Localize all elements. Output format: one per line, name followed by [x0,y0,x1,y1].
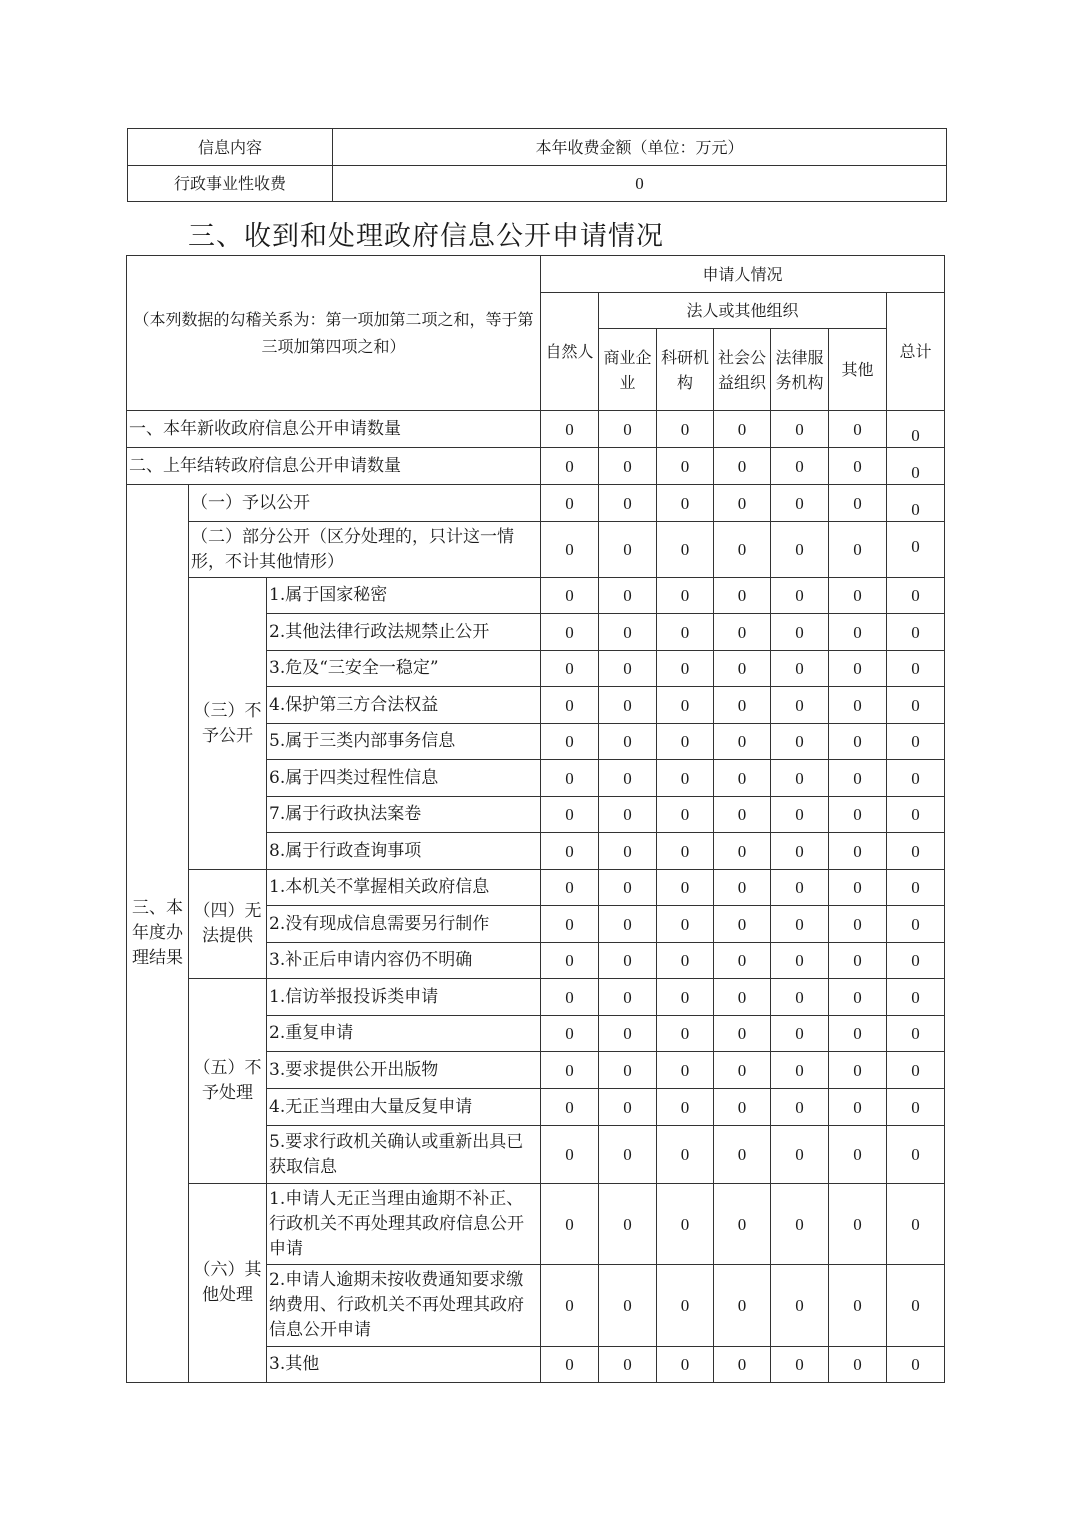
value-cell: 0 [656,1088,714,1126]
value-cell: 0 [540,796,599,833]
value-cell: 0 [540,759,599,797]
value-cell: 0 [540,521,599,578]
value-cell: 0 [770,869,829,906]
value-cell: 0 [713,650,771,687]
value-cell: 0 [656,978,714,1016]
value-cell: 0 [598,796,657,833]
item-label: 2.申请人逾期未按收费通知要求缴纳费用、行政机关不再处理其政府信息公开申请 [266,1264,541,1347]
item-label: 5.属于三类内部事务信息 [266,723,541,760]
value-cell: 0 [598,1051,657,1089]
value-cell: 0 [656,723,714,760]
result-group-label: 三、本年度办理结果 [126,484,189,1383]
value-cell: 0 [713,1346,771,1383]
value-cell: 0 [656,1346,714,1383]
value-cell: 0 [770,484,829,522]
value-cell: 0 [540,447,599,485]
col-other: 其他 [828,328,887,411]
value-cell: 0 [770,1015,829,1052]
row-label: 一、本年新收政府信息公开申请数量 [126,410,541,448]
value-cell: 0 [886,1015,945,1052]
col-natural-person: 自然人 [540,292,599,411]
value-cell: 0 [770,521,829,578]
value-cell: 0 [713,1051,771,1089]
value-cell: 0 [713,832,771,870]
item-label: 7.属于行政执法案卷 [266,796,541,833]
value-cell: 0 [713,521,771,578]
value-cell: 0 [828,832,887,870]
value-cell: 0 [598,1088,657,1126]
row-label: 二、上年结转政府信息公开申请数量 [126,447,541,485]
value-cell: 0 [656,613,714,651]
value-cell: 0 [713,869,771,906]
value-cell: 0 [770,650,829,687]
value-cell: 0 [828,759,887,797]
value-cell: 0 [713,1015,771,1052]
value-cell: 0 [770,410,829,448]
item-label: 6.属于四类过程性信息 [266,759,541,797]
value-cell: 0 [713,1088,771,1126]
value-cell: 0 [886,1125,945,1184]
value-cell: 0 [886,905,945,943]
value-cell: 0 [540,410,599,448]
value-cell: 0 [598,686,657,724]
value-cell: 0 [713,1125,771,1184]
value-cell: 0 [828,905,887,943]
value-cell: 0 [656,869,714,906]
col-public-welfare: 社会公益组织 [713,328,771,411]
value-cell: 0 [713,1183,771,1265]
value-cell: 0 [886,723,945,760]
value-cell: 0 [598,650,657,687]
value-cell: 0 [540,613,599,651]
value-cell: 0 [598,723,657,760]
value-cell: 0 [540,869,599,906]
fee-row-value: 0 [332,165,947,202]
value-cell: 0 [656,1183,714,1265]
value-cell: 0 [770,796,829,833]
value-cell: 0 [598,832,657,870]
value-cell: 0 [770,905,829,943]
value-cell: 0 [540,905,599,943]
value-cell: 0 [770,1051,829,1089]
value-cell: 0 [656,1015,714,1052]
row-label: （一）予以公开 [188,484,541,522]
value-cell: 0 [598,759,657,797]
value-cell: 0 [540,1051,599,1089]
value-cell: 0 [540,1088,599,1126]
value-cell: 0 [828,650,887,687]
value-cell: 0 [770,759,829,797]
value-cell: 0 [886,650,945,687]
subgroup-label: （四）无法提供 [188,869,267,979]
value-cell: 0 [828,577,887,614]
value-cell: 0 [828,1183,887,1265]
value-cell: 0 [598,484,657,522]
subgroup-label: （五）不予处理 [188,978,267,1184]
item-label: 2.没有现成信息需要另行制作 [266,905,541,943]
value-cell: 0 [540,723,599,760]
value-cell: 0 [656,447,714,485]
value-cell: 0 [828,686,887,724]
value-cell: 0 [828,796,887,833]
value-cell: 0 [770,447,829,485]
value-cell: 0 [713,686,771,724]
value-cell: 0 [598,613,657,651]
item-label: 2.重复申请 [266,1015,541,1052]
value-cell: 0 [598,1015,657,1052]
fee-header-amount: 本年收费金额（单位：万元） [332,128,947,166]
value-cell: 0 [770,942,829,979]
value-cell: 0 [886,1346,945,1383]
value-cell: 0 [598,1346,657,1383]
value-cell: 0 [886,978,945,1016]
value-cell: 0 [828,723,887,760]
value-cell: 0 [598,905,657,943]
value-cell: 0 [886,613,945,651]
value-cell: 0 [540,686,599,724]
value-cell: 0 [770,1088,829,1126]
item-label: 1.本机关不掌握相关政府信息 [266,869,541,906]
value-cell: 0 [828,1015,887,1052]
value-cell: 0 [656,905,714,943]
col-total: 总计 [886,292,945,411]
value-cell: 0 [886,759,945,797]
item-label: 8.属于行政查询事项 [266,832,541,870]
value-cell: 0 [886,1088,945,1126]
item-label: 3.要求提供公开出版物 [266,1051,541,1089]
value-cell: 0 [656,686,714,724]
value-cell: 0 [886,447,945,485]
value-cell: 0 [886,521,945,578]
value-cell: 0 [886,686,945,724]
applicant-header: 申请人情况 [540,255,945,293]
value-cell: 0 [598,1183,657,1265]
value-cell: 0 [770,613,829,651]
value-cell: 0 [713,978,771,1016]
value-cell: 0 [713,942,771,979]
value-cell: 0 [713,613,771,651]
value-cell: 0 [828,521,887,578]
value-cell: 0 [828,484,887,522]
item-label: 2.其他法律行政法规禁止公开 [266,613,541,651]
item-label: 1.属于国家秘密 [266,577,541,614]
value-cell: 0 [540,1015,599,1052]
value-cell: 0 [598,869,657,906]
value-cell: 0 [886,832,945,870]
item-label: 1.申请人无正当理由逾期不补正、行政机关不再处理其政府信息公开申请 [266,1183,541,1265]
value-cell: 0 [828,1051,887,1089]
col-business: 商业企业 [598,328,657,411]
item-label: 1.信访举报投诉类申请 [266,978,541,1016]
value-cell: 0 [656,650,714,687]
value-cell: 0 [886,1264,945,1347]
value-cell: 0 [713,410,771,448]
value-cell: 0 [828,869,887,906]
value-cell: 0 [886,869,945,906]
value-cell: 0 [656,832,714,870]
value-cell: 0 [770,978,829,1016]
value-cell: 0 [598,1125,657,1184]
value-cell: 0 [656,521,714,578]
value-cell: 0 [656,759,714,797]
value-cell: 0 [828,1346,887,1383]
value-cell: 0 [656,1051,714,1089]
table-note: （本列数据的勾稽关系为：第一项加第二项之和，等于第三项加第四项之和） [126,255,541,411]
value-cell: 0 [656,484,714,522]
item-label: 4.保护第三方合法权益 [266,686,541,724]
item-label: 4.无正当理由大量反复申请 [266,1088,541,1126]
value-cell: 0 [886,484,945,522]
item-label: 3.危及“三安全一稳定” [266,650,541,687]
value-cell: 0 [828,1264,887,1347]
value-cell: 0 [540,978,599,1016]
value-cell: 0 [886,942,945,979]
value-cell: 0 [828,942,887,979]
value-cell: 0 [713,1264,771,1347]
value-cell: 0 [598,942,657,979]
col-legal-service: 法律服务机构 [770,328,829,411]
value-cell: 0 [770,1183,829,1265]
value-cell: 0 [713,905,771,943]
subgroup-label: （三）不予公开 [188,577,267,870]
value-cell: 0 [770,1346,829,1383]
legal-group-header: 法人或其他组织 [598,292,887,329]
value-cell: 0 [828,447,887,485]
value-cell: 0 [656,1264,714,1347]
value-cell: 0 [656,410,714,448]
value-cell: 0 [713,759,771,797]
value-cell: 0 [828,1125,887,1184]
value-cell: 0 [828,978,887,1016]
value-cell: 0 [713,723,771,760]
value-cell: 0 [540,577,599,614]
subgroup-label: （六）其他处理 [188,1183,267,1383]
value-cell: 0 [598,978,657,1016]
value-cell: 0 [540,1346,599,1383]
value-cell: 0 [770,832,829,870]
value-cell: 0 [713,447,771,485]
value-cell: 0 [886,1051,945,1089]
item-label: 5.要求行政机关确认或重新出具已获取信息 [266,1125,541,1184]
value-cell: 0 [540,942,599,979]
value-cell: 0 [656,577,714,614]
value-cell: 0 [713,796,771,833]
value-cell: 0 [598,521,657,578]
col-research: 科研机构 [656,328,714,411]
value-cell: 0 [770,686,829,724]
fee-row-label: 行政事业性收费 [127,165,333,202]
section-title: 三、收到和处理政府信息公开申请情况 [188,221,664,252]
value-cell: 0 [770,1264,829,1347]
value-cell: 0 [540,484,599,522]
value-cell: 0 [713,484,771,522]
value-cell: 0 [540,1264,599,1347]
value-cell: 0 [656,796,714,833]
value-cell: 0 [770,577,829,614]
row-label: （二）部分公开（区分处理的，只计这一情形，不计其他情形） [188,521,541,578]
value-cell: 0 [713,577,771,614]
value-cell: 0 [540,1183,599,1265]
value-cell: 0 [540,1125,599,1184]
value-cell: 0 [656,1125,714,1184]
value-cell: 0 [540,832,599,870]
value-cell: 0 [598,577,657,614]
value-cell: 0 [540,650,599,687]
value-cell: 0 [770,1125,829,1184]
value-cell: 0 [828,613,887,651]
value-cell: 0 [828,1088,887,1126]
item-label: 3.其他 [266,1346,541,1383]
value-cell: 0 [886,410,945,448]
fee-header-content: 信息内容 [127,128,333,166]
value-cell: 0 [770,723,829,760]
item-label: 3.补正后申请内容仍不明确 [266,942,541,979]
value-cell: 0 [656,942,714,979]
value-cell: 0 [598,447,657,485]
value-cell: 0 [886,577,945,614]
value-cell: 0 [886,1183,945,1265]
value-cell: 0 [598,410,657,448]
value-cell: 0 [886,796,945,833]
value-cell: 0 [598,1264,657,1347]
value-cell: 0 [828,410,887,448]
